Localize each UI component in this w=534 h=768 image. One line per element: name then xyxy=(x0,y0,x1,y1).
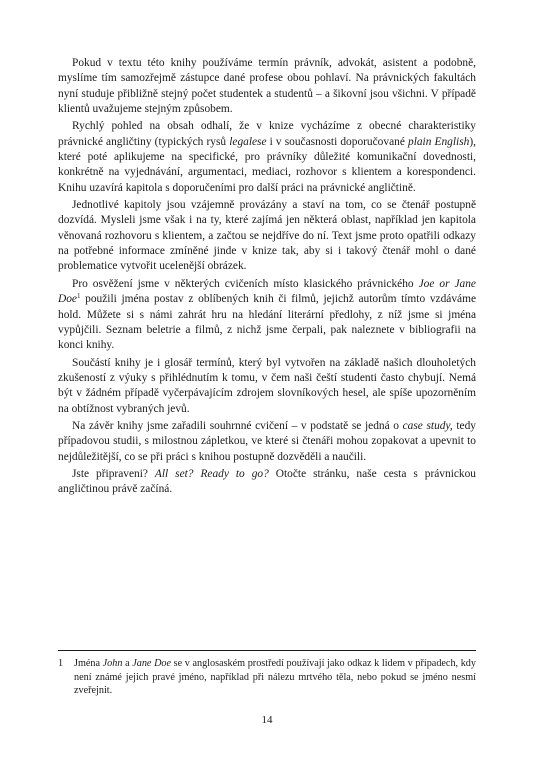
text-run: použili jména postav z oblíbených knih či filmů, jejichž autorům tímto vzdáváme hold. Můžete si s námi zahrát hru na hledání literární předlohy, z níž jsme si jména vypůjčili. Seznam beletrie a filmů, z nichž jsme čerpali, pak naleznete v bibliografii na konci knihy. xyxy=(58,293,476,352)
page-number: 14 xyxy=(261,714,273,726)
footnote-text xyxy=(74,657,476,698)
italic-term: All set? Ready to go? xyxy=(154,467,269,480)
footnote xyxy=(58,657,476,698)
italic-term: case study, xyxy=(402,419,453,432)
text-run: Pro osvěžení jsme v některých cvičeních místo klasického právnického xyxy=(72,277,419,290)
paragraph xyxy=(58,56,476,117)
italic-term: Joe or Jane Doe xyxy=(58,277,476,306)
italic-term: Jane Doe xyxy=(132,658,172,669)
text-run: Otočte stránku, naše cesta s právnickou angličtinou právě začíná. xyxy=(58,467,476,496)
italic-term: plain English xyxy=(408,135,470,148)
paragraph xyxy=(58,119,476,196)
footnote-separator xyxy=(58,650,476,651)
text-run: i v současnosti doporučované xyxy=(266,135,408,148)
footnote-number: 1 xyxy=(58,658,64,669)
text-run: Jména xyxy=(74,658,103,669)
footnote-reference: 1 xyxy=(76,292,81,301)
text-run: tedy případovou studii, s milostnou zápletkou, ve které si čtenáři mohou zopakovat a upevnit to nejdůležitější, co se při práci s knihou postupně dozvěděli a naučili. xyxy=(58,419,476,463)
text-run: Pokud v textu této knihy používáme termín právník, advokát, asistent a podobně, myslíme tím samozřejmě zástupce dané profese obou pohlaví. Na právnických fakultách nyní studuje přibližně stejný počet studentek a studentů – a šikovní jsou všichni. V případě klientů uvažujeme stejným způsobem. xyxy=(58,57,476,116)
text-run: Rychlý pohled na obsah odhalí, že v knize vycházíme z obecné charakteristiky právnické angličtiny (typických rysů xyxy=(58,120,476,148)
italic-term: John xyxy=(102,658,123,669)
paragraph xyxy=(58,277,476,354)
paragraph xyxy=(58,467,476,498)
paragraph xyxy=(58,419,476,465)
paragraph xyxy=(58,198,476,275)
italic-term: legalese xyxy=(229,135,267,148)
text-run: Na závěr knihy jsme zařadili souhrnné cvičení – v podstatě se jedná o xyxy=(72,419,403,432)
text-run: se v anglosaském prostředí používají jako odkaz k lidem v případech, kdy není známé jejich pravé jméno, například při nálezu mrtvého těla, nebo pokud se jméno nesmí zveřejnit. xyxy=(74,658,476,696)
text-run: Jste připraveni? xyxy=(72,467,155,480)
text-run: ), které poté aplikujeme na specifické, pro právníky důležité komunikační dovednosti, konkrétně na vyjednávání, argumentaci, mediaci, rozhovor s klientem a korespondenci. Knihu uzavírá kapitola s doporučeními pro další práci na právnické angličtině. xyxy=(58,135,476,194)
text-run: a xyxy=(122,658,133,669)
paragraph xyxy=(58,356,476,417)
body-text xyxy=(58,56,476,500)
text-run: Součástí knihy je i glosář termínů, který byl vytvořen na základě našich dlouholetých zkušeností z výuky s přihlédnutím k tomu, v čem naši čeští studenti často chybují. Nemá být v žádném případě vyčerpávajícím zdrojem slovníkových hesel, ale spíše upozorněním na obtížnost vybraných jevů. xyxy=(58,356,476,415)
text-run: Jednotlivé kapitoly jsou vzájemně provázány a staví na tom, co se čtenář postupně dozvídá. Mysleli jsme však i na ty, které zajímá jen některá oblast, například jen kapitola věnovaná rozhovoru s klientem, a začtou se nejdříve do ní. Text jsme proto opatřili odkazy na potřebné informace zmíněné jinde v knize tak, aby si i takový čtenář mohl o dané problematice vytvořit ucelenější obrázek. xyxy=(58,199,476,273)
